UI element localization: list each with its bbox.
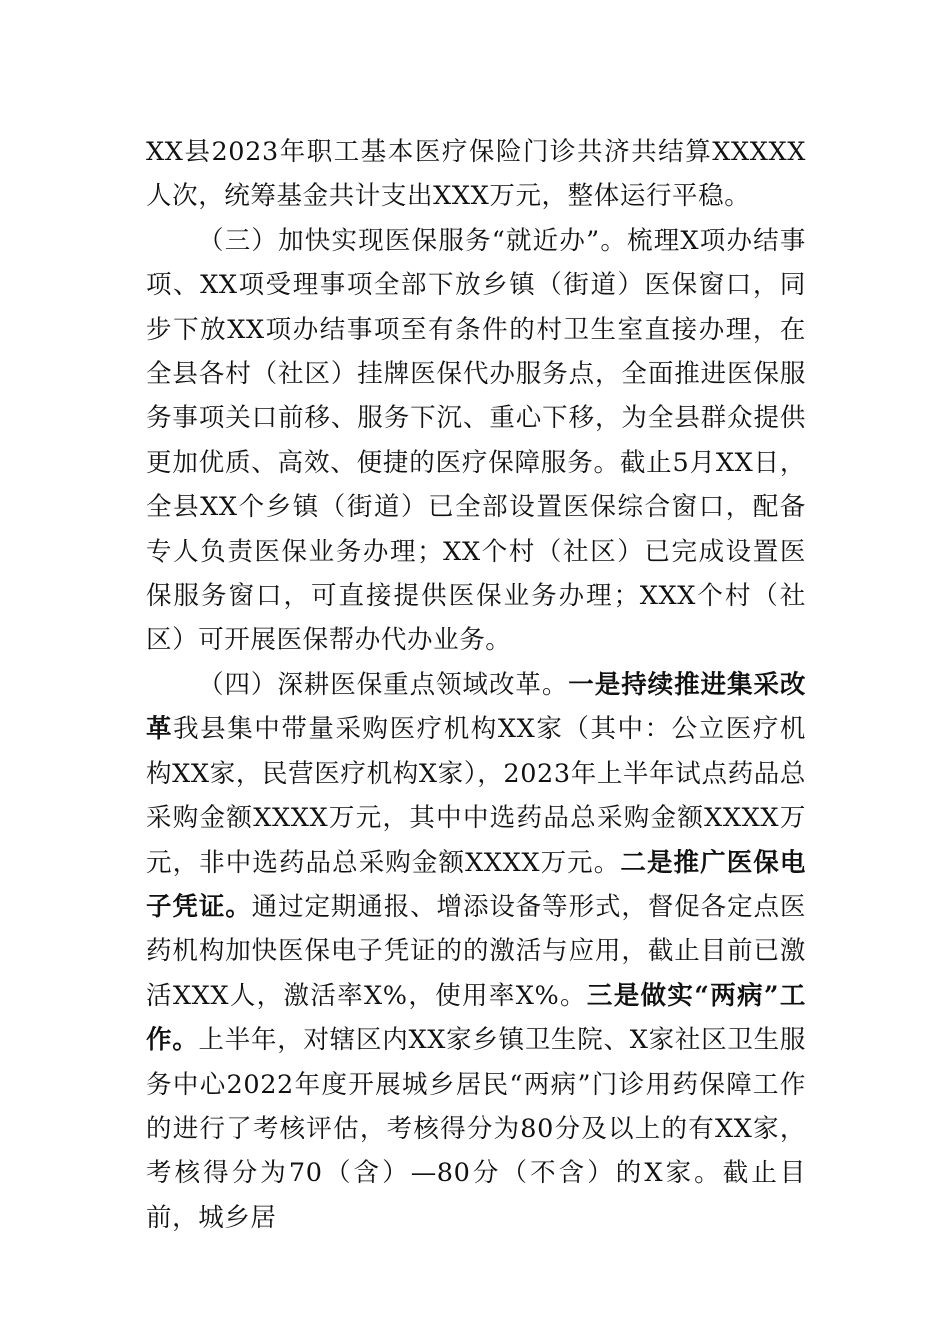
text-run: 通过定期通报、增添设备等形式，督促各定点医药机构加快医保电子凭证的的激活与应用，截止目前已激活XXX人，激活率X%，使用率X%。 <box>146 891 806 1011</box>
emphasis-run: 一是持续推进集采改革 <box>146 669 806 745</box>
paragraph-key-reforms <box>146 663 806 1240</box>
emphasis-run: 二是推广医保电子凭证。 <box>146 847 806 922</box>
text-run: （三）加快实现医保服务“就近办”。梳理X项办结事项、XX项受理事项全部下放乡镇（街道）医保窗口，同步下放XX项办结事项至有条件的村卫生室直接办理，在全县各村（社区）挂牌医保代办服务点，全面推进医保服务事项关口前移、服务下沉、重心下移，为全县群众提供更加优质、高效、便捷的医疗保障服务。截止5月XX日，全县XX个乡镇（街道）已全部设置医保综合窗口，配备专人负责医保业务办理；XX个村（社区）已完成设置医保服务窗口，可直接提供医保业务办理；XXX个村（社区）可开展医保帮办代办业务。 <box>146 225 806 656</box>
emphasis-run: 三是做实“两病”工作。 <box>146 980 806 1056</box>
text-run: XX县2023年职工基本医疗保险门诊共济共结算XXXXX人次，统筹基金共计支出XXX万元，整体运行平稳。 <box>146 137 806 212</box>
text-run: 上半年，对辖区内XX家乡镇卫生院、X家社区卫生服务中心2022年度开展城乡居民“两病”门诊用药保障工作的进行了考核评估，考核得分为80分及以上的有XX家，考核得分为70（含）—80分（不含）的X家。截止目前，城乡居 <box>146 1025 806 1233</box>
paragraph-nearby-service <box>146 219 806 663</box>
body-text <box>146 130 806 1240</box>
text-run: （四）深耕医保重点领域改革。 <box>198 669 569 700</box>
paragraph-outpatient-settlement <box>146 130 806 219</box>
text-run: 我县集中带量采购医疗机构XX家（其中：公立医疗机构XX家，民营医疗机构X家），2023年上半年试点药品总采购金额XXXX万元，其中中选药品总采购金额XXXX万元，非中选药品总采购金额XXXX万元。 <box>146 714 806 878</box>
